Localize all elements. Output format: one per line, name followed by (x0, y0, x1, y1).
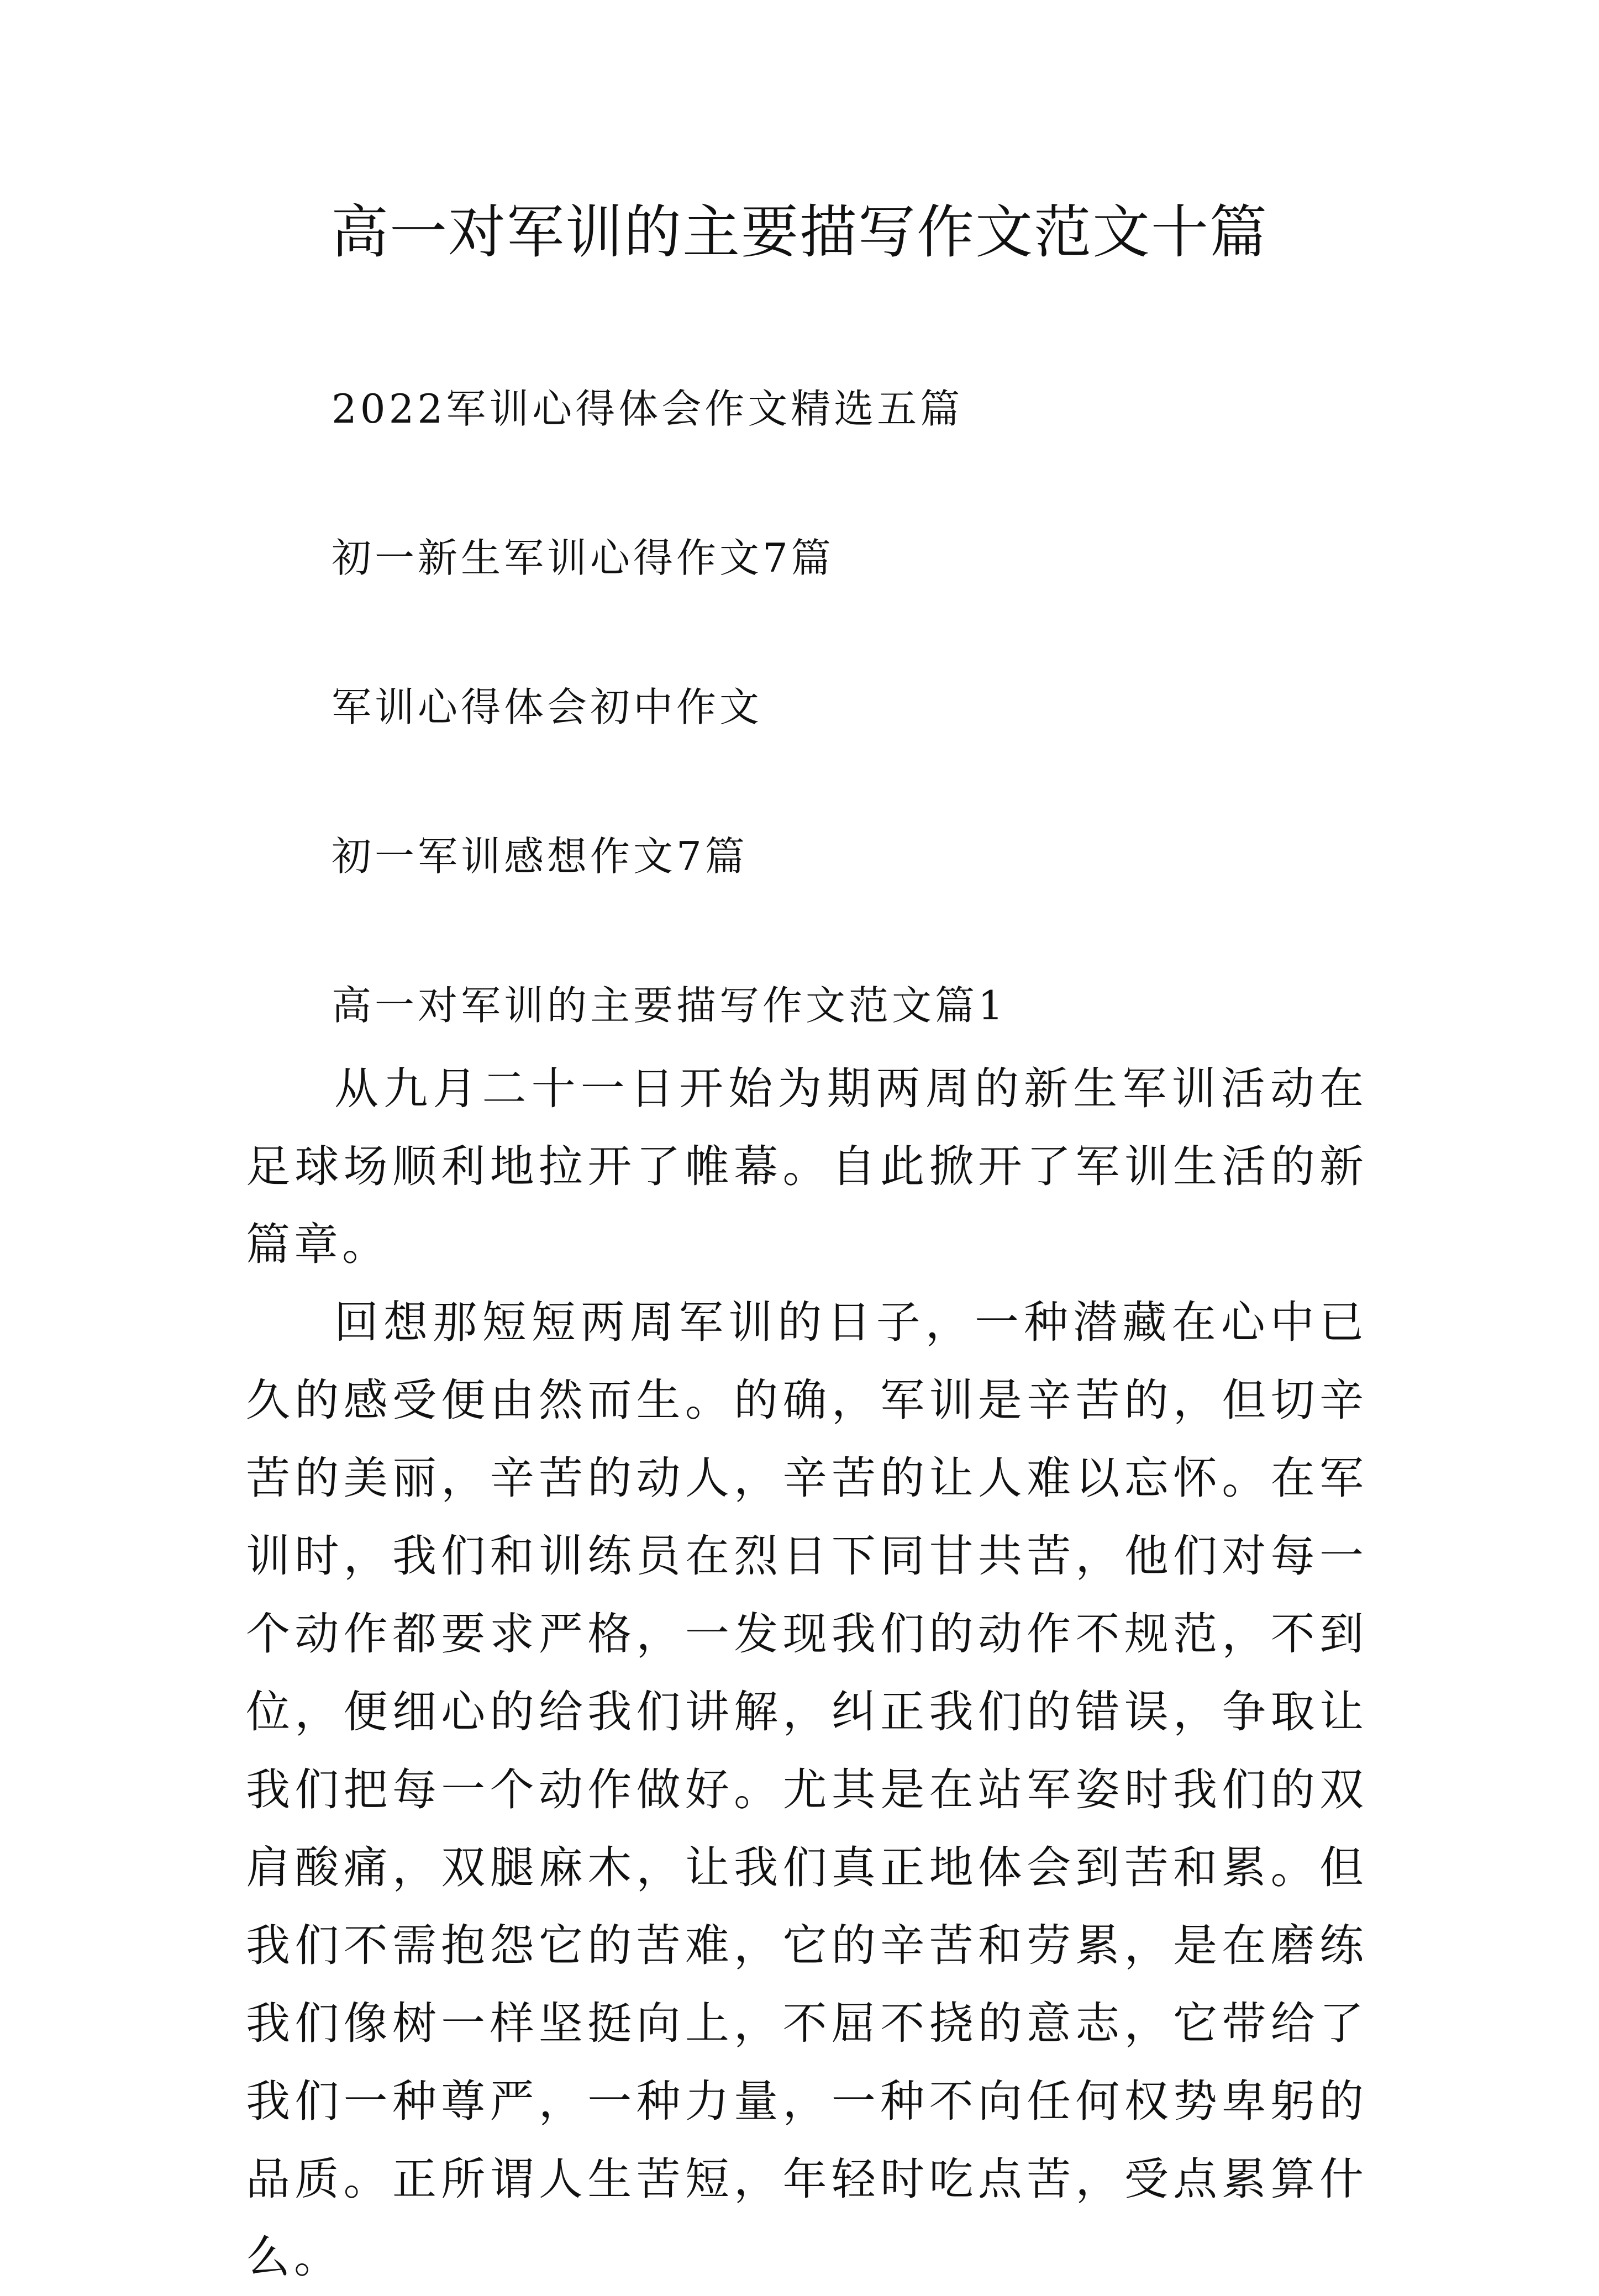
article-body (246, 1050, 1367, 2296)
paragraph-2: 回想那短短两周军训的日子，一种潜藏在心中已久的感受便由然而生。的确，军训是辛苦的，但切辛苦的美丽，辛苦的动人，辛苦的让人难以忘怀。在军训时，我们和训练员在烈日下同甘共苦，他们对每一个动作都要求严格，一发现我们的动作不规范，不到位，便细心的给我们讲解，纠正我们的错误，争取让我们把每一个动作做好。尤其是在站军姿时我们的双肩酸痛，双腿麻木，让我们真正地体会到苦和累。但我们不需抱怨它的苦难，它的辛苦和劳累，是在磨练我们像树一样坚挺向上，不屈不挠的意志，它带给了我们一种尊严，一种力量，一种不向任何权势卑躬的品质。正所谓人生苦短，年轻时吃点苦，受点累算什么。 (246, 1297, 1367, 2283)
related-link-3[interactable]: 军训心得体会初中作文 (332, 684, 763, 730)
related-link-2[interactable]: 初一新生军训心得作文7篇 (332, 535, 834, 581)
document-title: 高一对军训的主要描写作文范文十篇 (330, 198, 1268, 266)
related-link-1[interactable]: 2022军训心得体会作文精选五篇 (332, 386, 964, 432)
paragraph-1: 从九月二十一日开始为期两周的新生军训活动在足球场顺利地拉开了帷幕。自此掀开了军训生活的新篇章。 (246, 1063, 1367, 1270)
section-heading: 高一对军训的主要描写作文范文篇1 (332, 982, 1007, 1029)
related-link-4[interactable]: 初一军训感想作文7篇 (332, 833, 748, 880)
